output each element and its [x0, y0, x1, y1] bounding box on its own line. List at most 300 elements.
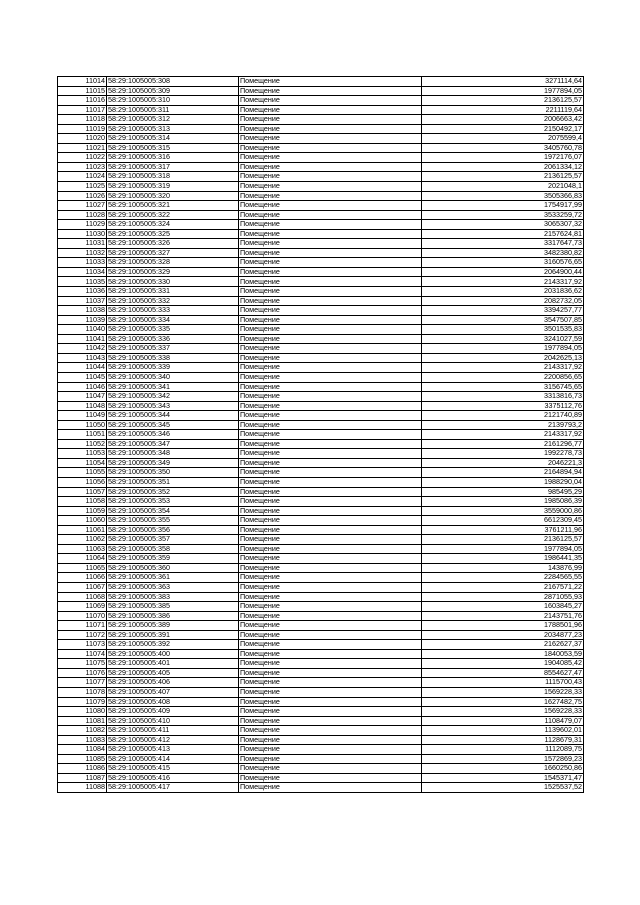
row-number-cell: 11072 [58, 630, 107, 640]
cadastral-value-cell: 3559000,86 [422, 506, 584, 516]
cadastral-value-cell: 2164894,94 [422, 468, 584, 478]
row-number-cell: 11041 [58, 334, 107, 344]
cadastral-number-cell: 58:29:1005005:413 [107, 745, 239, 755]
cadastral-value-cell: 2021048,1 [422, 182, 584, 192]
cadastral-value-cell: 2075599,4 [422, 134, 584, 144]
cadastral-value-cell: 2136125,57 [422, 96, 584, 106]
row-number-cell: 11082 [58, 726, 107, 736]
table-row [58, 764, 584, 774]
table-row [58, 497, 584, 507]
cadastral-value-cell: 2121740,89 [422, 411, 584, 421]
cadastral-number-cell: 58:29:1005005:318 [107, 172, 239, 182]
cadastral-value-cell: 2143751,76 [422, 611, 584, 621]
row-number-cell: 11018 [58, 115, 107, 125]
cadastral-value-cell: 1988290,04 [422, 477, 584, 487]
cadastral-number-cell: 58:29:1005005:309 [107, 86, 239, 96]
object-type-cell: Помещение [239, 487, 422, 497]
object-type-cell: Помещение [239, 430, 422, 440]
table-row [58, 411, 584, 421]
cadastral-number-cell: 58:29:1005005:359 [107, 554, 239, 564]
object-type-cell: Помещение [239, 497, 422, 507]
cadastral-number-cell: 58:29:1005005:354 [107, 506, 239, 516]
cadastral-value-cell: 3160576,65 [422, 258, 584, 268]
table-row [58, 143, 584, 153]
cadastral-number-cell: 58:29:1005005:357 [107, 535, 239, 545]
table-row [58, 726, 584, 736]
cadastral-value-cell: 2034877,23 [422, 630, 584, 640]
row-number-cell: 11053 [58, 449, 107, 459]
cadastral-number-cell: 58:29:1005005:328 [107, 258, 239, 268]
cadastral-value-cell: 3394257,77 [422, 306, 584, 316]
cadastral-value-cell: 3761211,96 [422, 525, 584, 535]
cadastral-value-cell: 3547507,85 [422, 315, 584, 325]
cadastral-value-cell: 2143317,92 [422, 363, 584, 373]
cadastral-value-cell: 1569228,33 [422, 688, 584, 698]
row-number-cell: 11024 [58, 172, 107, 182]
cadastral-value-cell: 1603845,27 [422, 602, 584, 612]
object-type-cell: Помещение [239, 248, 422, 258]
table-row [58, 544, 584, 554]
table-row [58, 325, 584, 335]
table-row [58, 602, 584, 612]
row-number-cell: 11075 [58, 659, 107, 669]
table-row [58, 611, 584, 621]
table-row [58, 487, 584, 497]
cadastral-number-cell: 58:29:1005005:347 [107, 439, 239, 449]
object-type-cell: Помещение [239, 611, 422, 621]
table-row [58, 105, 584, 115]
row-number-cell: 11032 [58, 248, 107, 258]
cadastral-value-cell: 1977894,05 [422, 544, 584, 554]
table-row [58, 124, 584, 134]
object-type-cell: Помещение [239, 516, 422, 526]
table-row [58, 392, 584, 402]
object-type-cell: Помещение [239, 544, 422, 554]
object-type-cell: Помещение [239, 773, 422, 783]
table-row [58, 86, 584, 96]
cadastral-value-cell: 3482380,82 [422, 248, 584, 258]
cadastral-value-cell: 2082732,05 [422, 296, 584, 306]
cadastral-value-cell: 1115700,43 [422, 678, 584, 688]
cadastral-value-cell: 2061334,12 [422, 162, 584, 172]
cadastral-number-cell: 58:29:1005005:322 [107, 210, 239, 220]
table-row [58, 449, 584, 459]
cadastral-value-cell: 1977894,05 [422, 86, 584, 96]
cadastral-value-cell: 6612309,45 [422, 516, 584, 526]
table-row [58, 334, 584, 344]
cadastral-value-cell: 3156745,65 [422, 382, 584, 392]
cadastral-number-cell: 58:29:1005005:317 [107, 162, 239, 172]
row-number-cell: 11057 [58, 487, 107, 497]
cadastral-value-cell: 1112089,75 [422, 745, 584, 755]
cadastral-value-cell: 2284565,55 [422, 573, 584, 583]
cadastral-value-cell: 3313816,73 [422, 392, 584, 402]
cadastral-number-cell: 58:29:1005005:308 [107, 77, 239, 87]
object-type-cell: Помещение [239, 602, 422, 612]
table-row [58, 783, 584, 793]
table-row [58, 716, 584, 726]
row-number-cell: 11071 [58, 621, 107, 631]
row-number-cell: 11056 [58, 477, 107, 487]
table-row [58, 554, 584, 564]
row-number-cell: 11040 [58, 325, 107, 335]
object-type-cell: Помещение [239, 162, 422, 172]
table-row [58, 525, 584, 535]
cadastral-value-cell: 1904085,42 [422, 659, 584, 669]
table-row [58, 77, 584, 87]
cadastral-number-cell: 58:29:1005005:410 [107, 716, 239, 726]
object-type-cell: Помещение [239, 535, 422, 545]
table-row [58, 248, 584, 258]
cadastral-value-cell: 1986441,35 [422, 554, 584, 564]
row-number-cell: 11073 [58, 640, 107, 650]
row-number-cell: 11047 [58, 392, 107, 402]
object-type-cell: Помещение [239, 382, 422, 392]
object-type-cell: Помещение [239, 143, 422, 153]
cadastral-number-cell: 58:29:1005005:312 [107, 115, 239, 125]
cadastral-value-cell: 3505366,83 [422, 191, 584, 201]
cadastral-value-cell: 3065307,32 [422, 220, 584, 230]
table-row [58, 582, 584, 592]
row-number-cell: 11022 [58, 153, 107, 163]
cadastral-value-cell: 2006663,42 [422, 115, 584, 125]
object-type-cell: Помещение [239, 210, 422, 220]
object-type-cell: Помещение [239, 229, 422, 239]
cadastral-value-table [57, 76, 584, 793]
cadastral-number-cell: 58:29:1005005:337 [107, 344, 239, 354]
cadastral-number-cell: 58:29:1005005:408 [107, 697, 239, 707]
cadastral-value-cell: 1108479,07 [422, 716, 584, 726]
cadastral-value-cell: 143876,99 [422, 563, 584, 573]
table-row [58, 229, 584, 239]
object-type-cell: Помещение [239, 668, 422, 678]
row-number-cell: 11063 [58, 544, 107, 554]
object-type-cell: Помещение [239, 239, 422, 249]
cadastral-number-cell: 58:29:1005005:332 [107, 296, 239, 306]
cadastral-number-cell: 58:29:1005005:329 [107, 267, 239, 277]
cadastral-value-cell: 1977894,05 [422, 344, 584, 354]
object-type-cell: Помещение [239, 124, 422, 134]
cadastral-value-cell: 3533259,72 [422, 210, 584, 220]
row-number-cell: 11070 [58, 611, 107, 621]
table-row [58, 267, 584, 277]
object-type-cell: Помещение [239, 392, 422, 402]
object-type-cell: Помещение [239, 449, 422, 459]
cadastral-number-cell: 58:29:1005005:341 [107, 382, 239, 392]
table-row [58, 353, 584, 363]
object-type-cell: Помещение [239, 115, 422, 125]
row-number-cell: 11052 [58, 439, 107, 449]
cadastral-value-cell: 2162627,37 [422, 640, 584, 650]
cadastral-number-cell: 58:29:1005005:406 [107, 678, 239, 688]
object-type-cell: Помещение [239, 554, 422, 564]
cadastral-number-cell: 58:29:1005005:400 [107, 649, 239, 659]
row-number-cell: 11076 [58, 668, 107, 678]
cadastral-number-cell: 58:29:1005005:417 [107, 783, 239, 793]
cadastral-number-cell: 58:29:1005005:313 [107, 124, 239, 134]
object-type-cell: Помещение [239, 201, 422, 211]
cadastral-number-cell: 58:29:1005005:409 [107, 707, 239, 717]
table-row [58, 210, 584, 220]
cadastral-number-cell: 58:29:1005005:411 [107, 726, 239, 736]
cadastral-number-cell: 58:29:1005005:349 [107, 458, 239, 468]
cadastral-value-cell: 1985086,39 [422, 497, 584, 507]
cadastral-value-cell: 3405760,78 [422, 143, 584, 153]
cadastral-number-cell: 58:29:1005005:310 [107, 96, 239, 106]
row-number-cell: 11031 [58, 239, 107, 249]
row-number-cell: 11017 [58, 105, 107, 115]
cadastral-value-cell: 1840053,59 [422, 649, 584, 659]
object-type-cell: Помещение [239, 640, 422, 650]
cadastral-value-cell: 2064900,44 [422, 267, 584, 277]
row-number-cell: 11034 [58, 267, 107, 277]
cadastral-number-cell: 58:29:1005005:383 [107, 592, 239, 602]
row-number-cell: 11067 [58, 582, 107, 592]
cadastral-value-cell: 1139602,01 [422, 726, 584, 736]
cadastral-number-cell: 58:29:1005005:355 [107, 516, 239, 526]
object-type-cell: Помещение [239, 764, 422, 774]
object-type-cell: Помещение [239, 439, 422, 449]
cadastral-value-cell: 3271114,64 [422, 77, 584, 87]
cadastral-value-cell: 2143317,92 [422, 430, 584, 440]
cadastral-value-cell: 1627482,75 [422, 697, 584, 707]
cadastral-value-cell: 2871055,93 [422, 592, 584, 602]
object-type-cell: Помещение [239, 191, 422, 201]
table-row [58, 659, 584, 669]
cadastral-number-cell: 58:29:1005005:315 [107, 143, 239, 153]
cadastral-value-cell: 1754917,99 [422, 201, 584, 211]
row-number-cell: 11025 [58, 182, 107, 192]
row-number-cell: 11037 [58, 296, 107, 306]
cadastral-number-cell: 58:29:1005005:401 [107, 659, 239, 669]
cadastral-value-cell: 2139793,2 [422, 420, 584, 430]
table-row [58, 630, 584, 640]
row-number-cell: 11079 [58, 697, 107, 707]
table-row [58, 363, 584, 373]
row-number-cell: 11060 [58, 516, 107, 526]
cadastral-value-cell: 2031836,62 [422, 287, 584, 297]
object-type-cell: Помещение [239, 325, 422, 335]
cadastral-number-cell: 58:29:1005005:389 [107, 621, 239, 631]
object-type-cell: Помещение [239, 277, 422, 287]
object-type-cell: Помещение [239, 563, 422, 573]
table-row [58, 277, 584, 287]
cadastral-number-cell: 58:29:1005005:414 [107, 754, 239, 764]
row-number-cell: 11088 [58, 783, 107, 793]
cadastral-number-cell: 58:29:1005005:326 [107, 239, 239, 249]
table-row [58, 516, 584, 526]
cadastral-value-cell: 1660250,86 [422, 764, 584, 774]
row-number-cell: 11062 [58, 535, 107, 545]
object-type-cell: Помещение [239, 334, 422, 344]
table-row [58, 621, 584, 631]
table-row [58, 220, 584, 230]
object-type-cell: Помещение [239, 344, 422, 354]
cadastral-value-cell: 2167571,22 [422, 582, 584, 592]
row-number-cell: 11027 [58, 201, 107, 211]
object-type-cell: Помещение [239, 506, 422, 516]
table-row [58, 735, 584, 745]
table-row [58, 506, 584, 516]
row-number-cell: 11077 [58, 678, 107, 688]
table-row [58, 773, 584, 783]
object-type-cell: Помещение [239, 315, 422, 325]
table-row [58, 649, 584, 659]
row-number-cell: 11051 [58, 430, 107, 440]
row-number-cell: 11048 [58, 401, 107, 411]
cadastral-number-cell: 58:29:1005005:330 [107, 277, 239, 287]
cadastral-number-cell: 58:29:1005005:351 [107, 477, 239, 487]
cadastral-value-cell: 1788501,96 [422, 621, 584, 631]
table-row [58, 745, 584, 755]
table-row [58, 401, 584, 411]
row-number-cell: 11014 [58, 77, 107, 87]
cadastral-number-cell: 58:29:1005005:346 [107, 430, 239, 440]
table-row [58, 420, 584, 430]
table-row [58, 344, 584, 354]
cadastral-number-cell: 58:29:1005005:321 [107, 201, 239, 211]
row-number-cell: 11069 [58, 602, 107, 612]
cadastral-value-cell: 2143317,92 [422, 277, 584, 287]
cadastral-value-cell: 985495,29 [422, 487, 584, 497]
cadastral-value-cell: 3317647,73 [422, 239, 584, 249]
table-row [58, 563, 584, 573]
row-number-cell: 11030 [58, 229, 107, 239]
row-number-cell: 11036 [58, 287, 107, 297]
cadastral-number-cell: 58:29:1005005:333 [107, 306, 239, 316]
cadastral-number-cell: 58:29:1005005:342 [107, 392, 239, 402]
row-number-cell: 11061 [58, 525, 107, 535]
row-number-cell: 11033 [58, 258, 107, 268]
object-type-cell: Помещение [239, 468, 422, 478]
cadastral-number-cell: 58:29:1005005:324 [107, 220, 239, 230]
row-number-cell: 11058 [58, 497, 107, 507]
row-number-cell: 11023 [58, 162, 107, 172]
object-type-cell: Помещение [239, 697, 422, 707]
object-type-cell: Помещение [239, 353, 422, 363]
table-row [58, 458, 584, 468]
cadastral-value-cell: 2150492,17 [422, 124, 584, 134]
cadastral-value-cell: 2136125,57 [422, 535, 584, 545]
object-type-cell: Помещение [239, 105, 422, 115]
row-number-cell: 11039 [58, 315, 107, 325]
table-row [58, 678, 584, 688]
object-type-cell: Помещение [239, 411, 422, 421]
table-row [58, 172, 584, 182]
row-number-cell: 11065 [58, 563, 107, 573]
row-number-cell: 11020 [58, 134, 107, 144]
cadastral-value-cell: 1545371,47 [422, 773, 584, 783]
row-number-cell: 11049 [58, 411, 107, 421]
object-type-cell: Помещение [239, 153, 422, 163]
cadastral-value-cell: 2042625,13 [422, 353, 584, 363]
table-row [58, 306, 584, 316]
cadastral-value-cell: 1569228,33 [422, 707, 584, 717]
object-type-cell: Помещение [239, 86, 422, 96]
cadastral-value-cell: 3501535,83 [422, 325, 584, 335]
cadastral-value-cell: 2211119,64 [422, 105, 584, 115]
row-number-cell: 11083 [58, 735, 107, 745]
table-body [58, 77, 584, 793]
object-type-cell: Помещение [239, 306, 422, 316]
cadastral-number-cell: 58:29:1005005:327 [107, 248, 239, 258]
object-type-cell: Помещение [239, 582, 422, 592]
cadastral-value-cell: 1992278,73 [422, 449, 584, 459]
row-number-cell: 11046 [58, 382, 107, 392]
table-row [58, 372, 584, 382]
table-row [58, 592, 584, 602]
object-type-cell: Помещение [239, 688, 422, 698]
table-row [58, 201, 584, 211]
object-type-cell: Помещение [239, 783, 422, 793]
cadastral-number-cell: 58:29:1005005:352 [107, 487, 239, 497]
object-type-cell: Помещение [239, 96, 422, 106]
object-type-cell: Помещение [239, 707, 422, 717]
table-row [58, 182, 584, 192]
cadastral-number-cell: 58:29:1005005:335 [107, 325, 239, 335]
cadastral-number-cell: 58:29:1005005:407 [107, 688, 239, 698]
table-row [58, 115, 584, 125]
cadastral-value-cell: 3375112,76 [422, 401, 584, 411]
table-row [58, 287, 584, 297]
cadastral-value-cell: 2161296,77 [422, 439, 584, 449]
object-type-cell: Помещение [239, 592, 422, 602]
table-row [58, 477, 584, 487]
table-row [58, 707, 584, 717]
object-type-cell: Помещение [239, 649, 422, 659]
row-number-cell: 11042 [58, 344, 107, 354]
table-row [58, 239, 584, 249]
cadastral-number-cell: 58:29:1005005:316 [107, 153, 239, 163]
table-row [58, 258, 584, 268]
row-number-cell: 11019 [58, 124, 107, 134]
cadastral-value-cell: 1972176,07 [422, 153, 584, 163]
object-type-cell: Помещение [239, 77, 422, 87]
table-row [58, 754, 584, 764]
object-type-cell: Помещение [239, 573, 422, 583]
cadastral-number-cell: 58:29:1005005:319 [107, 182, 239, 192]
row-number-cell: 11015 [58, 86, 107, 96]
object-type-cell: Помещение [239, 477, 422, 487]
table-row [58, 134, 584, 144]
table-row [58, 162, 584, 172]
object-type-cell: Помещение [239, 678, 422, 688]
row-number-cell: 11050 [58, 420, 107, 430]
cadastral-number-cell: 58:29:1005005:416 [107, 773, 239, 783]
object-type-cell: Помещение [239, 287, 422, 297]
object-type-cell: Помещение [239, 258, 422, 268]
cadastral-number-cell: 58:29:1005005:392 [107, 640, 239, 650]
object-type-cell: Помещение [239, 621, 422, 631]
row-number-cell: 11078 [58, 688, 107, 698]
cadastral-number-cell: 58:29:1005005:348 [107, 449, 239, 459]
cadastral-value-cell: 8554627,47 [422, 668, 584, 678]
cadastral-number-cell: 58:29:1005005:311 [107, 105, 239, 115]
cadastral-number-cell: 58:29:1005005:338 [107, 353, 239, 363]
cadastral-number-cell: 58:29:1005005:339 [107, 363, 239, 373]
cadastral-number-cell: 58:29:1005005:343 [107, 401, 239, 411]
cadastral-number-cell: 58:29:1005005:405 [107, 668, 239, 678]
table-row [58, 96, 584, 106]
object-type-cell: Помещение [239, 134, 422, 144]
table-row [58, 697, 584, 707]
row-number-cell: 11016 [58, 96, 107, 106]
object-type-cell: Помещение [239, 372, 422, 382]
object-type-cell: Помещение [239, 420, 422, 430]
row-number-cell: 11055 [58, 468, 107, 478]
object-type-cell: Помещение [239, 296, 422, 306]
table-row [58, 382, 584, 392]
